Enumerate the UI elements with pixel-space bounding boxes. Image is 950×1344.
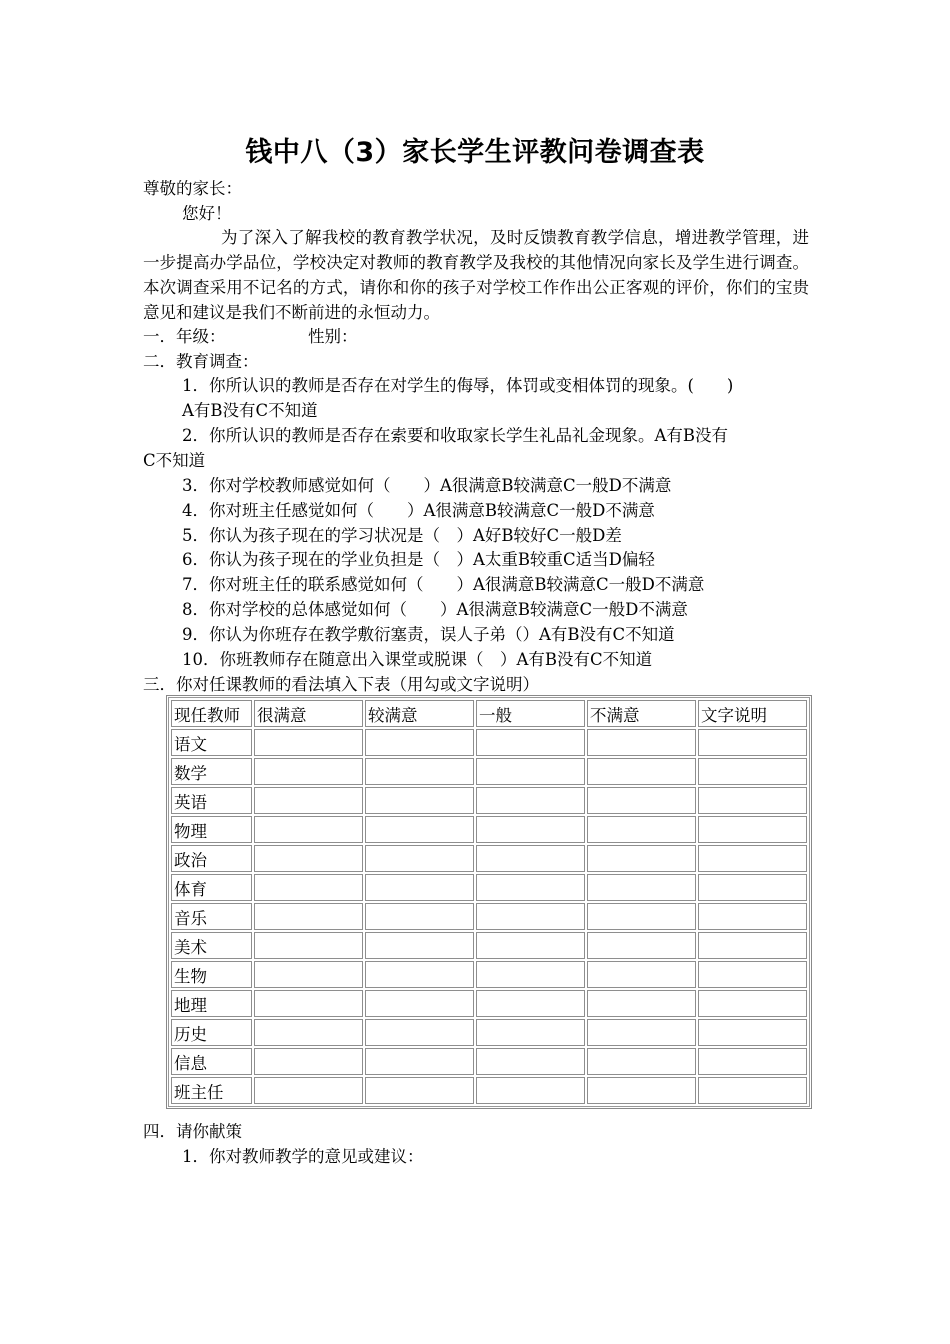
rating-cell[interactable] bbox=[698, 1019, 807, 1046]
rating-cell[interactable] bbox=[476, 1019, 585, 1046]
teacher-rating-table bbox=[168, 697, 810, 1107]
subject-name: 美术 bbox=[171, 932, 252, 959]
rating-cell[interactable] bbox=[698, 845, 807, 872]
rating-cell[interactable] bbox=[698, 729, 807, 756]
rating-cell[interactable] bbox=[698, 787, 807, 814]
question-2-cont: C不知道 bbox=[143, 451, 206, 470]
header-satisfied: 较满意 bbox=[365, 700, 474, 727]
hello: 您好！ bbox=[182, 204, 232, 223]
table-row bbox=[171, 990, 807, 1017]
rating-cell[interactable] bbox=[365, 816, 474, 843]
rating-cell[interactable] bbox=[254, 758, 363, 785]
rating-cell[interactable] bbox=[698, 816, 807, 843]
rating-cell[interactable] bbox=[587, 961, 696, 988]
table-header-row bbox=[171, 700, 807, 727]
suggestion-question-1: 1．你对教师教学的意见或建议： bbox=[182, 1147, 424, 1166]
table-row bbox=[171, 874, 807, 901]
rating-cell[interactable] bbox=[587, 816, 696, 843]
rating-cell[interactable] bbox=[476, 787, 585, 814]
question-6: 6．你认为孩子现在的学业负担是（ ）A太重B较重C适当D偏轻 bbox=[182, 550, 655, 569]
rating-cell[interactable] bbox=[476, 729, 585, 756]
rating-cell[interactable] bbox=[698, 932, 807, 959]
rating-cell[interactable] bbox=[254, 816, 363, 843]
rating-cell[interactable] bbox=[476, 758, 585, 785]
rating-cell[interactable] bbox=[587, 903, 696, 930]
table-row bbox=[171, 845, 807, 872]
subject-name: 物理 bbox=[171, 816, 252, 843]
question-3: 3．你对学校教师感觉如何（ ）A很满意B较满意C一般D不满意 bbox=[182, 476, 672, 495]
rating-cell[interactable] bbox=[587, 874, 696, 901]
header-comment: 文字说明 bbox=[698, 700, 807, 727]
question-10: 10．你班教师存在随意出入课堂或脱课（ ）A有B没有C不知道 bbox=[182, 650, 653, 669]
rating-cell[interactable] bbox=[254, 990, 363, 1017]
question-7: 7．你对班主任的联系感觉如何（ ）A很满意B较满意C一般D不满意 bbox=[182, 575, 705, 594]
rating-cell[interactable] bbox=[698, 1048, 807, 1075]
greeting: 尊敬的家长： bbox=[143, 179, 242, 198]
question-9: 9．你认为你班存在教学敷衍塞责，误人子弟（）A有B没有C不知道 bbox=[182, 625, 675, 644]
subject-name: 地理 bbox=[171, 990, 252, 1017]
section4-heading: 四．请你献策 bbox=[143, 1122, 242, 1141]
rating-cell[interactable] bbox=[365, 874, 474, 901]
rating-cell[interactable] bbox=[365, 990, 474, 1017]
rating-cell[interactable] bbox=[476, 903, 585, 930]
header-average: 一般 bbox=[476, 700, 585, 727]
rating-cell[interactable] bbox=[587, 729, 696, 756]
subject-name: 历史 bbox=[171, 1019, 252, 1046]
question-5: 5．你认为孩子现在的学习状况是（ ）A好B较好C一般D差 bbox=[182, 526, 622, 545]
rating-cell[interactable] bbox=[587, 787, 696, 814]
question-1: 1．你所认识的教师是否存在对学生的侮辱，体罚或变相体罚的现象。( ) bbox=[182, 376, 734, 395]
question-8: 8．你对学校的总体感觉如何（ ）A很满意B较满意C一般D不满意 bbox=[182, 600, 688, 619]
question-1-options: A有B没有C不知道 bbox=[182, 401, 318, 420]
rating-cell[interactable] bbox=[587, 1019, 696, 1046]
header-very-satisfied: 很满意 bbox=[254, 700, 363, 727]
rating-cell[interactable] bbox=[365, 961, 474, 988]
rating-cell[interactable] bbox=[476, 990, 585, 1017]
subject-name: 英语 bbox=[171, 787, 252, 814]
rating-cell[interactable] bbox=[698, 758, 807, 785]
subject-name: 班主任 bbox=[171, 1077, 252, 1104]
table-row bbox=[171, 1048, 807, 1075]
subject-name: 数学 bbox=[171, 758, 252, 785]
rating-cell[interactable] bbox=[476, 932, 585, 959]
table-row bbox=[171, 961, 807, 988]
table-row bbox=[171, 903, 807, 930]
question-2: 2．你所认识的教师是否存在索要和收取家长学生礼品礼金现象。A有B没有 bbox=[182, 426, 729, 445]
table-row bbox=[171, 816, 807, 843]
intro-paragraph: 为了深入了解我校的教育教学状况，及时反馈教育教学信息，增进教学管理，进一步提高办学品位，学校决定对教师的教育教学及我校的其他情况向家长及学生进行调查。本次调查采用不记名的方式，请你和你的孩子对学校工作作出公正客观的评价，你们的宝贵意见和建议是我们不断前进的永恒动力。 bbox=[143, 228, 809, 322]
section3-heading: 三．你对任课教师的看法填入下表（用勾或文字说明） bbox=[143, 675, 539, 694]
rating-cell[interactable] bbox=[254, 729, 363, 756]
subject-name: 语文 bbox=[171, 729, 252, 756]
rating-cell[interactable] bbox=[587, 1048, 696, 1075]
rating-cell[interactable] bbox=[254, 1048, 363, 1075]
rating-cell[interactable] bbox=[365, 758, 474, 785]
grade-label: 一．年级： bbox=[143, 327, 226, 346]
rating-cell[interactable] bbox=[254, 1019, 363, 1046]
rating-cell[interactable] bbox=[587, 932, 696, 959]
subject-name: 生物 bbox=[171, 961, 252, 988]
header-teacher: 现任教师 bbox=[171, 700, 252, 727]
rating-cell[interactable] bbox=[698, 1077, 807, 1104]
section2-heading: 二．教育调查： bbox=[143, 352, 259, 371]
rating-cell[interactable] bbox=[587, 758, 696, 785]
subject-name: 音乐 bbox=[171, 903, 252, 930]
rating-cell[interactable] bbox=[698, 874, 807, 901]
rating-cell[interactable] bbox=[698, 990, 807, 1017]
rating-cell[interactable] bbox=[254, 1077, 363, 1104]
rating-cell[interactable] bbox=[254, 932, 363, 959]
subject-name: 信息 bbox=[171, 1048, 252, 1075]
rating-cell[interactable] bbox=[476, 961, 585, 988]
rating-cell[interactable] bbox=[587, 845, 696, 872]
table-row bbox=[171, 1019, 807, 1046]
table-row bbox=[171, 787, 807, 814]
rating-cell[interactable] bbox=[587, 990, 696, 1017]
table-row bbox=[171, 758, 807, 785]
rating-cell[interactable] bbox=[254, 874, 363, 901]
rating-cell[interactable] bbox=[365, 1019, 474, 1046]
rating-cell[interactable] bbox=[476, 1077, 585, 1104]
rating-cell[interactable] bbox=[254, 961, 363, 988]
header-unsatisfied: 不满意 bbox=[587, 700, 696, 727]
gender-label: 性别： bbox=[308, 327, 358, 346]
subject-name: 体育 bbox=[171, 874, 252, 901]
page-title: 钱中八（3）家长学生评教问卷调查表 bbox=[245, 137, 705, 168]
rating-cell[interactable] bbox=[254, 787, 363, 814]
rating-cell[interactable] bbox=[365, 845, 474, 872]
rating-cell[interactable] bbox=[365, 1077, 474, 1104]
rating-cell[interactable] bbox=[476, 816, 585, 843]
rating-cell[interactable] bbox=[476, 874, 585, 901]
rating-cell[interactable] bbox=[365, 787, 474, 814]
rating-cell[interactable] bbox=[365, 729, 474, 756]
rating-cell[interactable] bbox=[476, 845, 585, 872]
rating-cell[interactable] bbox=[254, 845, 363, 872]
rating-cell[interactable] bbox=[698, 903, 807, 930]
rating-cell[interactable] bbox=[365, 903, 474, 930]
rating-cell[interactable] bbox=[476, 1048, 585, 1075]
table-row bbox=[171, 729, 807, 756]
rating-cell[interactable] bbox=[365, 932, 474, 959]
subject-name: 政治 bbox=[171, 845, 252, 872]
question-4: 4．你对班主任感觉如何（ ）A很满意B较满意C一般D不满意 bbox=[182, 501, 655, 520]
table-row bbox=[171, 1077, 807, 1104]
rating-cell[interactable] bbox=[254, 903, 363, 930]
rating-cell[interactable] bbox=[698, 961, 807, 988]
table-row bbox=[171, 932, 807, 959]
rating-cell[interactable] bbox=[365, 1048, 474, 1075]
rating-cell[interactable] bbox=[587, 1077, 696, 1104]
